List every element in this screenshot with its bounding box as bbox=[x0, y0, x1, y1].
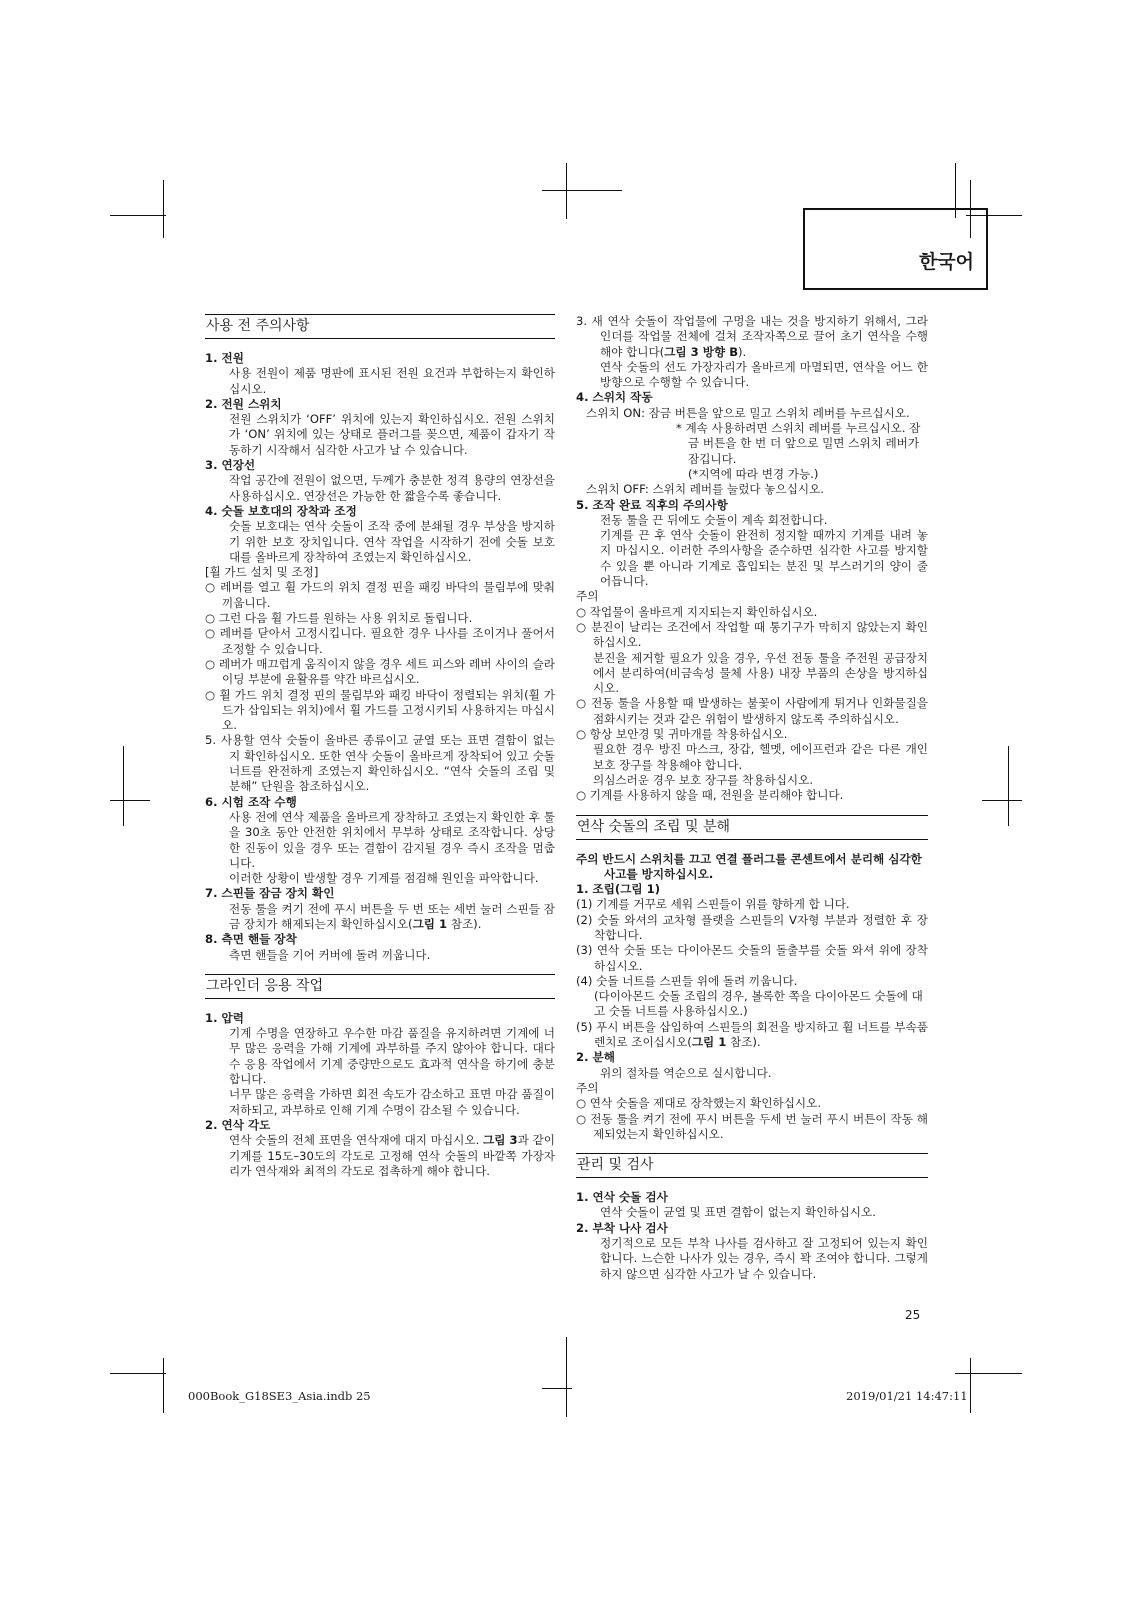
section-title-maintenance: 관리 및 검사 bbox=[576, 1153, 928, 1178]
item-title: 1. 조립(그림 1) bbox=[576, 882, 661, 897]
section-title-precautions: 사용 전 주의사항 bbox=[205, 314, 555, 339]
item-body: 사용 전에 연삭 제품을 올바르게 장착하고 조였는지 확인한 후 툴을 30초 동안 안전한 위치에서 무부하 상태로 조작합니다. 상당한 진동이 있을 경우 또는 결함이 감지될 경우 즉시 조작을 멈춥니다. bbox=[229, 809, 555, 870]
region-note: (*지역에 따라 변경 가능.) bbox=[688, 466, 819, 481]
item-body: 연삭 숫돌의 전체 표면을 연삭재에 대지 마십시오. 그림 3과 같이 기계를 15도–30도의 각도로 고정해 연삭 숫돌의 바깥쪽 가장자리가 연삭재와 최적의 각도로 접촉하게 해야 합니다. bbox=[229, 1133, 555, 1178]
bullet-cont: 분진을 제거할 필요가 있을 경우, 우선 전동 툴을 주전원 공급장치에서 분리하여(비금속성 물체 사용) 내장 부품의 손상을 방지하십시오. bbox=[593, 650, 928, 696]
caution-label: 주의 bbox=[576, 1080, 599, 1095]
item-body: 너무 많은 응력을 가하면 회전 속도가 감소하고 표면 마감 품질이 저하되고, 과부하로 인해 기계 수명이 감소될 수 있습니다. bbox=[229, 1087, 555, 1117]
item-body: 기계를 끈 후 연삭 숫돌이 완전히 정지할 때까지 기계를 내려 놓지 마십시오. 이러한 주의사항을 준수하면 심각한 사고를 방지할 수 있을 뿐 아니라 기계로 흡입되는 분진 및 부스러기의 양이 줄어듭니다. bbox=[600, 528, 928, 589]
item-3-new-wheel: 3. 새 연삭 숫돌이 작업물에 구멍을 내는 것을 방지하기 위해서, 그라인더를 작업물 전체에 걸쳐 조작자쪽으로 끌어 초기 연삭을 수행해야 합니다(그림 3 방향 B). bbox=[576, 314, 928, 359]
switch-on-text: 스위치 ON: 잠금 버튼을 앞으로 밀고 스위치 레버를 누르십시오. bbox=[586, 405, 910, 420]
bullet-cont: 의심스러운 경우 보호 장구를 착용하십시오. bbox=[593, 772, 814, 787]
bullet-item: ○ 연삭 숫돌을 제대로 장착했는지 확인하십시오. bbox=[576, 1096, 822, 1111]
item-title: 1. 압력 bbox=[205, 1010, 244, 1025]
switch-star-note: * 계속 사용하려면 스위치 레버를 누르십시오. 잠금 버튼을 한 번 더 앞으로 밀면 스위치 레버가 잠깁니다. bbox=[676, 421, 921, 466]
bullet-cont: 필요한 경우 방진 마스크, 장갑, 헬멧, 에이프런과 같은 다른 개인 보호 장구를 착용해야 합니다. bbox=[593, 742, 928, 772]
item-body: 전원 스위치가 ‘OFF’ 위치에 있는지 확인하십시오. 전원 스위치가 ‘ON’ 위치에 있는 상태로 플러그를 꽂으면, 제품이 갑자기 작동하기 시작해서 심각한 사고가 날 수 있습니다. bbox=[229, 412, 555, 457]
step-item: (5) 푸시 버튼을 삽입하여 스핀들의 회전을 방지하고 휠 너트를 부속품 렌치로 조이십시오(그림 1 참조). bbox=[576, 1019, 928, 1050]
item-title: 2. 전원 스위치 bbox=[205, 396, 282, 411]
wheel-guard-heading: [휠 가드 설치 및 조정] bbox=[205, 565, 319, 580]
language-tab bbox=[803, 208, 988, 290]
item-body: 숫돌 보호대는 연삭 숫돌이 조작 중에 분쇄될 경우 부상을 방지하기 위한 보호 장치입니다. 연삭 작업을 시작하기 전에 숫돌 보호대를 올바르게 장착하여 조였는지 확인하십시오. bbox=[229, 519, 555, 564]
item-title: 7. 스핀들 잠금 장치 확인 bbox=[205, 886, 335, 901]
bullet-item: ○ 분진이 날리는 조건에서 작업할 때 통기구가 막히지 않았는지 확인하십시오. bbox=[576, 619, 928, 650]
item-title: 6. 시험 조작 수행 bbox=[205, 794, 297, 809]
step-item: (1) 기계를 거꾸로 세워 스핀들이 위를 향하게 합 니다. bbox=[576, 897, 850, 912]
section-title-assembly: 연삭 숫돌의 조립 및 분해 bbox=[576, 815, 928, 840]
right-column bbox=[576, 314, 928, 1282]
step-cont: (다이아몬드 숫돌 조립의 경우, 볼록한 쪽을 다이아몬드 숫돌에 대고 숫돌 너트를 사용하십시오.) bbox=[594, 989, 923, 1019]
bullet-item: ○ 휠 가드 위치 결정 핀의 물림부와 패킹 바닥이 정렬되는 위치(휠 가드가 삽입되는 위치)에서 휠 가드를 고정시키되 사용하지는 마십시오. bbox=[205, 687, 555, 733]
item-5: 5. 사용할 연삭 숫돌이 올바른 종류이고 균열 또는 표면 결함이 없는지 확인하십시오. 또한 연삭 숫돌이 올바르게 장착되어 있고 숫돌 너트를 완전하게 조였는지 확인하십시오. “연삭 숫돌의 조립 및 분해” 단원을 참조하십시오. bbox=[205, 733, 555, 794]
item-body: 정기적으로 모든 부착 나사를 검사하고 잘 고정되어 있는지 확인합니다. 느슨한 나사가 있는 경우, 즉시 꽉 조여야 합니다. 그렇게 하지 않으면 심각한 사고가 날 수 있습니다. bbox=[600, 1236, 928, 1281]
warning-text: 주의 반드시 스위치를 끄고 연결 플러그를 콘센트에서 분리해 심각한 사고를 방지하십시오. bbox=[576, 851, 922, 881]
bullet-item: ○ 기계를 사용하지 않을 때, 전원을 분리해야 합니다. bbox=[576, 788, 844, 803]
item-title: 2. 연삭 각도 bbox=[205, 1117, 271, 1132]
section-title-grinder: 그라인더 응용 작업 bbox=[205, 974, 555, 999]
caution-label: 주의 bbox=[576, 589, 599, 604]
item-title: 2. 부착 나사 검사 bbox=[576, 1220, 668, 1235]
bullet-item: ○ 작업물이 올바르게 지지되는지 확인하십시오. bbox=[576, 604, 818, 619]
item-title: 5. 조작 완료 직후의 주의사항 bbox=[576, 497, 728, 512]
bullet-item: ○ 레버를 닫아서 고정시킵니다. 필요한 경우 나사를 조이거나 풀어서 조정할 수 있습니다. bbox=[205, 626, 555, 656]
item-body: 전동 툴을 켜기 전에 푸시 버튼을 두 번 또는 세번 눌러 스핀들 잠금 장치가 해제되는지 확인하십시오(그림 1 참조). bbox=[229, 901, 555, 931]
bullet-item: ○ 전동 툴을 켜기 전에 푸시 버튼을 두세 번 눌러 푸시 버튼이 작동 해제되었는지 확인하십시오. bbox=[576, 1111, 928, 1141]
item-body: 사용 전원이 제품 명판에 표시된 전원 요건과 부합하는지 확인하십시오. bbox=[229, 366, 555, 396]
item-title: 1. 전원 bbox=[205, 351, 244, 365]
item-title: 2. 분해 bbox=[576, 1050, 615, 1065]
item-body: 작업 공간에 전원이 없으면, 두께가 충분한 정격 용량의 연장선을 사용하십시오. 연장선은 가능한 한 짧을수록 좋습니다. bbox=[229, 473, 555, 503]
switch-off-text: 스위치 OFF: 스위치 레버를 눌렀다 놓으십시오. bbox=[586, 482, 824, 497]
item-title: 1. 연삭 숫돌 검사 bbox=[576, 1190, 668, 1205]
item-body: 연삭 숫돌이 균열 및 표면 결함이 없는지 확인하십시오. bbox=[600, 1205, 876, 1220]
bullet-item: ○ 레버를 열고 휠 가드의 위치 결정 핀을 패킹 바닥의 물림부에 맞춰 끼웁니다. bbox=[205, 580, 555, 610]
item-body: 위의 절차를 역순으로 실시합니다. bbox=[600, 1065, 772, 1080]
bullet-item: ○ 항상 보안경 및 귀마개를 착용하십시오. bbox=[576, 727, 788, 742]
step-item: (2) 숫돌 와셔의 교차형 플랫을 스핀들의 V자형 부분과 정렬한 후 장착합니다. bbox=[576, 912, 928, 942]
page-number: 25 bbox=[905, 1308, 921, 1322]
footer-filename: 000Book_G18SE3_Asia.indb 25 bbox=[188, 1389, 371, 1403]
bullet-item: ○ 레버가 매끄럽게 움직이지 않을 경우 세트 피스와 레버 사이의 슬라이딩 부분에 윤활유를 약간 바르십시오. bbox=[205, 656, 555, 687]
item-title: 8. 측면 핸들 장착 bbox=[205, 932, 297, 947]
left-column bbox=[205, 314, 555, 1179]
item-title: 3. 연장선 bbox=[205, 458, 256, 473]
item-body: 측면 핸들을 기어 커버에 돌려 끼웁니다. bbox=[229, 947, 431, 962]
bullet-item: ○ 전동 툴을 사용할 때 발생하는 불꽃이 사람에게 튀거나 인화물질을 점화시키는 것과 같은 위험이 발생하지 않도록 주의하십시오. bbox=[576, 696, 928, 726]
footer-timestamp: 2019/01/21 14:47:11 bbox=[846, 1389, 968, 1403]
item-body: 기계 수명을 연장하고 우수한 마감 품질을 유지하려면 기계에 너무 많은 응력을 가해 기계에 과부하를 주지 않아야 합니다. 대다수 응용 작업에서 기계 중량만으로도 효과적 연삭을 하기에 충분합니다. bbox=[229, 1026, 555, 1087]
item-body: 전동 툴을 끈 뒤에도 숫돌이 계속 회전합니다. bbox=[600, 512, 828, 527]
item-body: 연삭 숫돌의 선도 가장자리가 올바르게 마멸되면, 연삭을 어느 한 방향으로 수행할 수 있습니다. bbox=[600, 359, 928, 390]
step-item: (4) 숫돌 너트를 스핀들 위에 돌려 끼웁니다. bbox=[576, 973, 798, 988]
bullet-item: ○ 그런 다음 휠 가드를 원하는 사용 위치로 돌립니다. bbox=[205, 611, 473, 626]
language-label: 한국어 bbox=[918, 251, 974, 273]
item-title: 4. 스위치 작동 bbox=[576, 390, 653, 405]
item-body: 이러한 상황이 발생할 경우 기계를 점검해 원인을 파악합니다. bbox=[229, 871, 539, 886]
step-item: (3) 연삭 숫돌 또는 다이아몬드 숫돌의 돌출부를 숫돌 와셔 위에 장착하십시오. bbox=[576, 943, 928, 973]
item-title: 4. 숫돌 보호대의 장착과 조정 bbox=[205, 503, 357, 518]
